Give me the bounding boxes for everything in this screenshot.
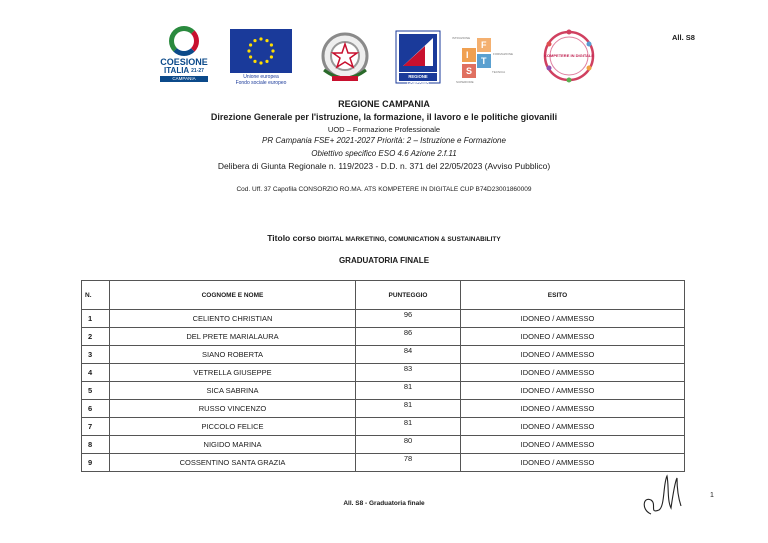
coesione-line1: COESIONE bbox=[160, 57, 208, 67]
coesione-line3: CAMPANIA bbox=[160, 76, 208, 82]
row-name: PICCOLO FELICE bbox=[110, 418, 356, 436]
row-esito: IDONEO / AMMESSO bbox=[461, 382, 685, 400]
row-name: VETRELLA GIUSEPPE bbox=[110, 364, 356, 382]
obiettivo-line: Obiettivo specifico ESO 4.6 Azione 2.f.11 bbox=[311, 149, 457, 158]
ifts-letter-t: T bbox=[481, 56, 487, 66]
codice-ufficio-line: Cod. Uff. 37 Capofila CONSORZIO RO.MA. ATS KOMPETERE IN DIGITALE CUP B74D23001860009 bbox=[236, 186, 532, 193]
row-number: 1 bbox=[82, 310, 110, 328]
italian-republic-emblem bbox=[316, 28, 374, 88]
row-esito: IDONEO / AMMESSO bbox=[461, 310, 685, 328]
row-esito: IDONEO / AMMESSO bbox=[461, 364, 685, 382]
row-number: 3 bbox=[82, 346, 110, 364]
table-row bbox=[82, 364, 685, 382]
titolo-corso-value: DIGITAL MARKETING, COMUNICATION & SUSTAINABILITY bbox=[318, 236, 501, 243]
row-score: 83 bbox=[356, 364, 461, 382]
graduatoria-table bbox=[81, 280, 685, 472]
ifts-word-superiore: SUPERIORE bbox=[456, 80, 474, 84]
row-name: NIGIDO MARINA bbox=[110, 436, 356, 454]
footer-label: All. S8 - Graduatoria finale bbox=[343, 500, 425, 507]
table-row bbox=[82, 400, 685, 418]
ifts-letter-f: F bbox=[481, 40, 487, 50]
row-number: 9 bbox=[82, 454, 110, 472]
regione-title: REGIONE CAMPANIA bbox=[338, 99, 430, 109]
ifts-word-tecnica: TECNICA bbox=[492, 70, 506, 74]
table-row bbox=[82, 310, 685, 328]
row-esito: IDONEO / AMMESSO bbox=[461, 346, 685, 364]
row-name: DEL PRETE MARIALAURA bbox=[110, 328, 356, 346]
kompetere-label: KOMPETERE IN DIGITALE bbox=[544, 53, 594, 58]
header-punteggio: PUNTEGGIO bbox=[356, 281, 461, 310]
row-score: 81 bbox=[356, 400, 461, 418]
eu-caption-line1: Unione europea bbox=[243, 74, 279, 80]
ifts-logo bbox=[452, 34, 528, 86]
eu-caption-line2: Fondo sociale europeo bbox=[235, 80, 287, 86]
row-number: 5 bbox=[82, 382, 110, 400]
row-esito: IDONEO / AMMESSO bbox=[461, 400, 685, 418]
table-row bbox=[82, 418, 685, 436]
row-name: COSSENTINO SANTA GRAZIA bbox=[110, 454, 356, 472]
regione-campania-logo bbox=[395, 30, 441, 84]
uod-line: UOD – Formazione Professionale bbox=[327, 125, 441, 134]
attachment-label: All. S8 bbox=[672, 33, 695, 42]
titolo-corso bbox=[0, 233, 768, 243]
eu-flag-logo bbox=[230, 29, 292, 73]
row-number: 8 bbox=[82, 436, 110, 454]
row-number: 7 bbox=[82, 418, 110, 436]
row-score: 84 bbox=[356, 346, 461, 364]
delibera-line: Delibera di Giunta Regionale n. 119/2023 - D.D. n. 371 del 22/05/2023 (Avviso Pubblico) bbox=[217, 161, 551, 171]
kompetere-logo bbox=[537, 28, 601, 84]
ifts-letter-s: S bbox=[466, 66, 473, 76]
page-number: 1 bbox=[710, 492, 714, 499]
row-name: RUSSO VINCENZO bbox=[110, 400, 356, 418]
table-header-row bbox=[82, 281, 685, 310]
table-row bbox=[82, 382, 685, 400]
header-cognome-nome: COGNOME E NOME bbox=[110, 281, 356, 310]
ifts-grid-icon bbox=[452, 34, 528, 86]
handwritten-signature bbox=[637, 470, 687, 518]
row-esito: IDONEO / AMMESSO bbox=[461, 418, 685, 436]
table-row bbox=[82, 346, 685, 364]
header-n: N. bbox=[82, 281, 110, 310]
row-number: 2 bbox=[82, 328, 110, 346]
ifts-word-formazione: FORMAZIONE bbox=[493, 52, 513, 56]
table-row bbox=[82, 328, 685, 346]
row-score: 86 bbox=[356, 328, 461, 346]
table-row bbox=[82, 454, 685, 472]
republic-emblem-icon bbox=[316, 28, 374, 88]
titolo-corso-label: Titolo corso bbox=[267, 233, 316, 243]
row-number: 4 bbox=[82, 364, 110, 382]
coesione-mark-icon bbox=[169, 26, 199, 56]
coesione-line2: ITALIA $^{21-27}$ bbox=[164, 66, 204, 75]
row-number: 6 bbox=[82, 400, 110, 418]
eu-stars-icon bbox=[230, 29, 292, 73]
graduatoria-title: GRADUATORIA FINALE bbox=[338, 256, 430, 265]
row-score: 81 bbox=[356, 382, 461, 400]
row-name: CELIENTO CHRISTIAN bbox=[110, 310, 356, 328]
row-name: SIANO ROBERTA bbox=[110, 346, 356, 364]
row-esito: IDONEO / AMMESSO bbox=[461, 436, 685, 454]
pr-campania-line: PR Campania FSE+ 2021-2027 Priorità: 2 – Istruzione e Formazione bbox=[262, 136, 506, 145]
ifts-word-istruzione: ISTRUZIONE bbox=[452, 36, 471, 40]
coesione-italia-logo bbox=[152, 26, 216, 86]
header-esito: ESITO bbox=[461, 281, 685, 310]
signature-icon bbox=[637, 470, 687, 518]
row-esito: IDONEO / AMMESSO bbox=[461, 454, 685, 472]
row-score: 96 bbox=[356, 310, 461, 328]
ifts-letter-i: I bbox=[466, 50, 469, 60]
table-row bbox=[82, 436, 685, 454]
campania-label: REGIONE CAMPANIA bbox=[406, 74, 430, 85]
row-score: 80 bbox=[356, 436, 461, 454]
row-name: SICA SABRINA bbox=[110, 382, 356, 400]
row-esito: IDONEO / AMMESSO bbox=[461, 328, 685, 346]
eu-caption bbox=[228, 74, 294, 86]
row-score: 78 bbox=[356, 454, 461, 472]
direzione-generale: Direzione Generale per l'istruzione, la formazione, il lavoro e le politiche giovanili bbox=[210, 112, 558, 122]
row-score: 81 bbox=[356, 418, 461, 436]
